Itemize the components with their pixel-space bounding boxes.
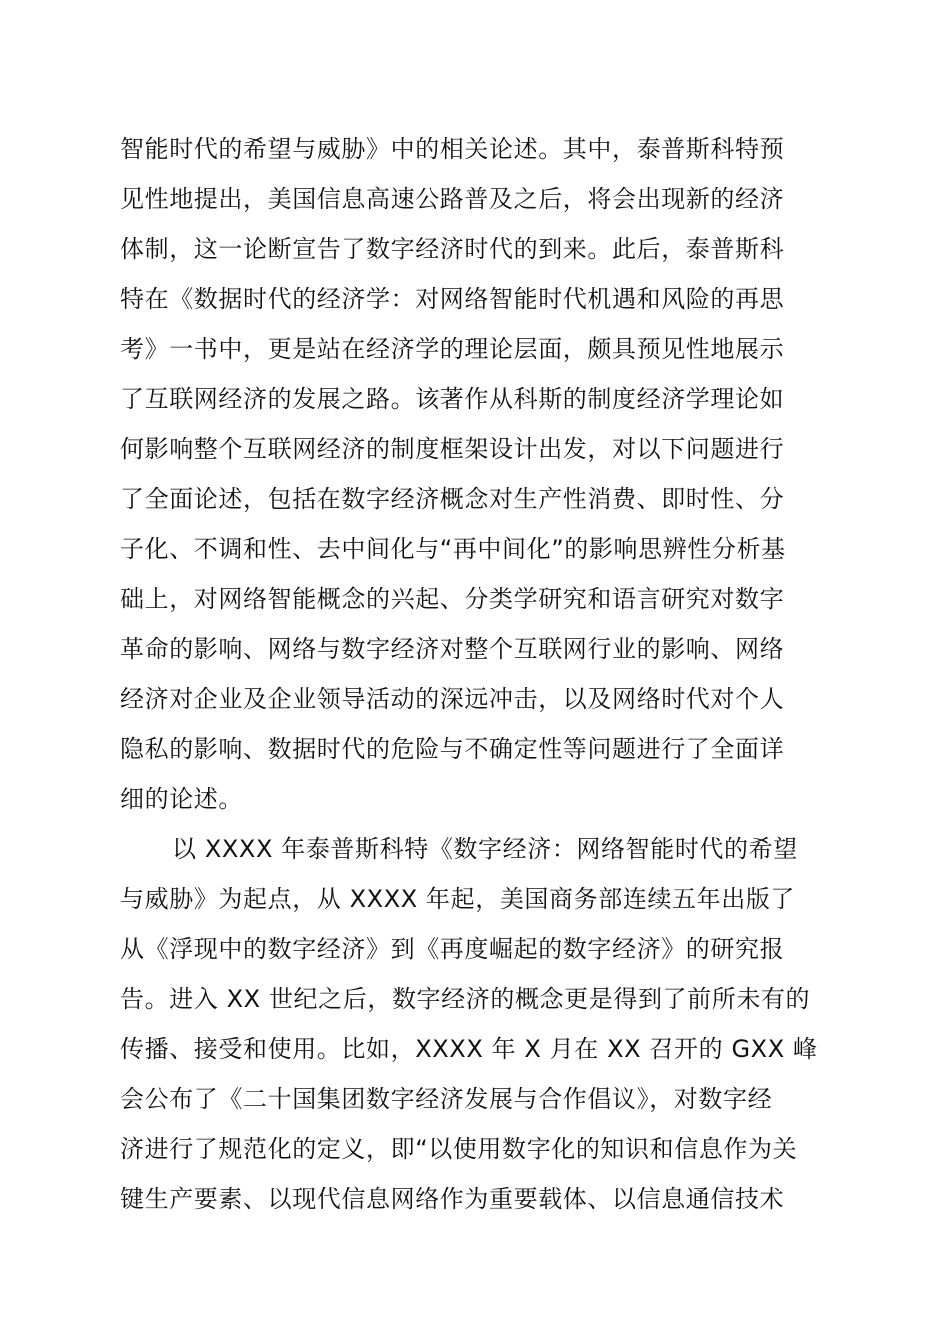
text-line: 特在《数据时代的经济学：对网络智能时代机遇和风险的再思: [120, 285, 785, 313]
text-line: 体制，这一论断宣告了数字经济时代的到来。此后，泰普斯科: [120, 235, 785, 263]
text-line: 智能时代的希望与威胁》中的相关论述。其中，泰普斯科特预: [120, 135, 785, 163]
text-line: 会公布了《二十国集团数字经济发展与合作倡议》，对数字经: [120, 1085, 773, 1113]
text-line: 考》一书中，更是站在经济学的理论层面，颇具预见性地展示: [120, 335, 785, 363]
text-line: 告。进入 XX 世纪之后，数字经济的概念更是得到了前所未有的: [120, 985, 811, 1013]
text-line: 传播、接受和使用。比如，XXXX 年 X 月在 XX 召开的 GXX 峰: [120, 1035, 818, 1063]
paragraph-1: [120, 124, 840, 824]
text-line: 细的论述。: [120, 785, 243, 813]
text-line: 键生产要素、以现代信息网络作为重要载体、以信息通信技术: [120, 1185, 785, 1213]
body-text: [120, 124, 840, 1224]
text-line: 从《浮现中的数字经济》到《再度崛起的数字经济》的研究报: [120, 935, 785, 963]
text-line: 子化、不调和性、去中间化与“再中间化”的影响思辨性分析基: [120, 535, 786, 563]
text-line: 以 XXXX 年泰普斯科特《数字经济：网络智能时代的希望: [172, 835, 798, 863]
text-line: 革命的影响、网络与数字经济对整个互联网行业的影响、网络: [120, 635, 785, 663]
text-line: 础上，对网络智能概念的兴起、分类学研究和语言研究对数字: [120, 585, 785, 613]
text-line: 了互联网经济的发展之路。该著作从科斯的制度经济学理论如: [120, 385, 785, 413]
text-line: 济进行了规范化的定义，即“以使用数字化的知识和信息作为关: [120, 1135, 798, 1163]
text-line: 经济对企业及企业领导活动的深远冲击，以及网络时代对个人: [120, 685, 785, 713]
text-line: 见性地提出，美国信息高速公路普及之后，将会出现新的经济: [120, 185, 785, 213]
text-line: 隐私的影响、数据时代的危险与不确定性等问题进行了全面详: [120, 735, 785, 763]
text-line: 何影响整个互联网经济的制度框架设计出发，对以下问题进行: [120, 435, 785, 463]
paragraph-2: [120, 824, 840, 1224]
text-line: 了全面论述，包括在数字经济概念对生产性消费、即时性、分: [120, 485, 785, 513]
text-line: 与威胁》为起点，从 XXXX 年起，美国商务部连续五年出版了: [120, 885, 796, 913]
